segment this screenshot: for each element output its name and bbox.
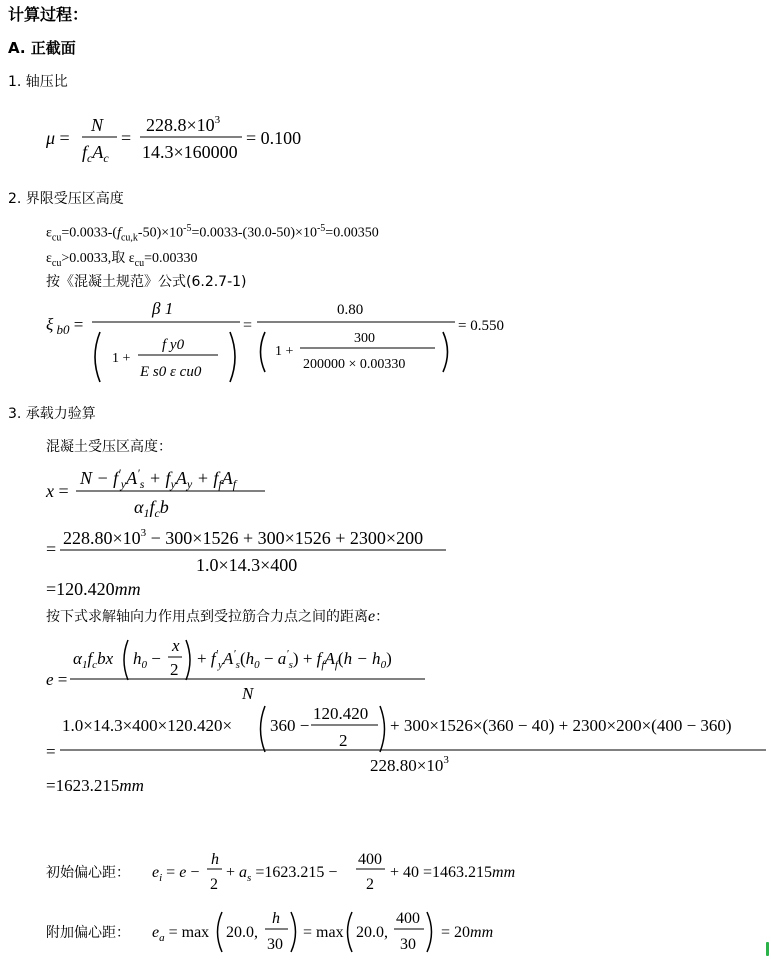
- inner-den: 200000 × 0.00330: [303, 357, 406, 372]
- ei-2b: 2: [366, 876, 374, 893]
- e-num2-frac-den: 2: [339, 731, 348, 750]
- e-paren-r1: [186, 640, 190, 680]
- ei-400: 400: [358, 851, 382, 868]
- mu-lhs: μ =: [46, 128, 70, 148]
- e-desc: 按下式求解轴向力作用点到受拉筋合力点之间的距离e：: [46, 608, 390, 625]
- ei-mid: + $a_s =1623.215$ −: [226, 864, 338, 884]
- mu-den2: 14.3×160000: [142, 142, 238, 162]
- mu-equation: [45, 114, 301, 165]
- e-result: =1623.215mm: [46, 776, 144, 795]
- step1-label: 1. 轴压比: [8, 74, 68, 90]
- e-paren-l1: [124, 640, 128, 680]
- ea-label: 附加偏心距：: [46, 925, 130, 941]
- ea-20a: 20.0,: [226, 924, 258, 941]
- section-a-title: A. 正截面: [8, 39, 76, 57]
- mu-eq2: =: [121, 128, 132, 148]
- e-num2-b: + 300×1526×(360 − 40) + 2300×200×(400 − 360): [390, 716, 732, 735]
- xi-eq-mid: =: [243, 317, 253, 334]
- mu-num1: N: [91, 115, 104, 135]
- e-num-a: $\alpha_1f_cbx$: [73, 649, 114, 671]
- e-num2-360: 360 −: [270, 716, 310, 735]
- ea-result: = 20mm: [441, 924, 494, 941]
- step3-label: 3. 承载力验算: [8, 406, 96, 422]
- ei-2: 2: [210, 876, 218, 893]
- xi-equation: [46, 299, 504, 382]
- paren-right-2: [443, 332, 448, 372]
- beta-1: β 1: [152, 299, 174, 318]
- x-num: $N - f'_yA'_s + f_yA_y + f_fA_f$: [80, 466, 237, 491]
- ea-equation: [152, 910, 493, 953]
- ea-400: 400: [396, 910, 420, 927]
- x-den2: 1.0×14.3×400: [196, 555, 298, 575]
- paren-right-1: [230, 332, 235, 382]
- mu-num2: $228.8\times 10^3$: [146, 114, 221, 135]
- xi-result: = 0.550: [458, 318, 504, 334]
- paren-left-2: [261, 332, 266, 372]
- ea-max2: = max: [303, 924, 344, 941]
- code-ref: 按《混凝土规范》公式(6.2.7-1): [46, 274, 247, 290]
- x-num2: $228.80\times 10^3 - 300\times 1526 + 300\times 1526 + 2300\times 200$: [63, 527, 424, 548]
- e-h0: $h_0$ −: [133, 649, 161, 671]
- ecu-line1: $\varepsilon_{cu}=0.0033-(f_{cu,k}-50)\times 10^{-5}=0.0033-(30.0-50)\times 10^{-5}=0.00350$: [46, 223, 379, 244]
- ea-paren-l1: [218, 912, 223, 952]
- page-title: 计算过程：: [8, 5, 89, 24]
- concrete-height-label: 混凝土受压区高度：: [46, 439, 172, 455]
- x-equation: [45, 466, 446, 599]
- ei-label: 初始偏心距：: [46, 865, 130, 881]
- es0: E s0 ε cu0: [140, 364, 202, 380]
- ei-h: h: [211, 851, 219, 868]
- xi-num-val: 0.80: [337, 302, 364, 318]
- step2-label: 2. 界限受压区高度: [8, 191, 124, 207]
- x-den: $\alpha_1f_cb$: [134, 497, 169, 520]
- e-2: 2: [170, 660, 179, 679]
- one-plus-2: 1 +: [275, 344, 294, 359]
- inner-num: 300: [354, 331, 375, 346]
- ea-30a: 30: [267, 936, 283, 953]
- fy0: f y0: [162, 337, 185, 353]
- mu-den1: $f_cA_c$: [82, 142, 109, 165]
- e-x: x: [172, 636, 180, 655]
- edge-mark: [766, 942, 769, 956]
- e-equation: [46, 636, 766, 795]
- mu-result: = 0.100: [246, 128, 302, 148]
- ea-h: h: [272, 910, 280, 927]
- e-den: N: [242, 684, 254, 703]
- one-plus-1: 1 +: [112, 351, 131, 366]
- ei-lhs: $e_i = e$ −: [152, 864, 200, 884]
- ea-paren-l2: [348, 912, 353, 952]
- ea-paren-r2: [427, 912, 432, 952]
- x-result: =120.420mm: [46, 579, 141, 599]
- x-eq2: =: [46, 539, 57, 559]
- e-num2-frac-num: 120.420: [313, 704, 369, 723]
- e-den2: $228.80\times 10^3$: [370, 754, 449, 775]
- paren-left-1: [95, 332, 100, 382]
- e-num2-a: 1.0×14.3×400×120.420×: [62, 716, 233, 735]
- e2-paren-r: [380, 706, 385, 752]
- ei-result: + 40 =1463.215mm: [390, 864, 516, 881]
- xi-lhs: ξ $_{b0}$ =: [46, 315, 84, 337]
- ei-equation: [152, 851, 515, 893]
- e2-paren-l: [261, 706, 266, 752]
- ea-30b: 30: [400, 936, 416, 953]
- e-lhs: e =: [46, 670, 68, 689]
- ecu-line2: $\varepsilon_{cu}>0.0033$,取 $\varepsilon_{cu}=0.00330$: [46, 251, 198, 269]
- ea-paren-r1: [291, 912, 296, 952]
- x-lhs: x =: [46, 481, 69, 501]
- e-num-b: + $f'_yA'_s(h_0 - a'_s) + f_fA_f(h - h_0)$: [197, 648, 392, 671]
- ea-lhs: $e_a = \max$: [152, 924, 210, 944]
- e-eq2: =: [46, 742, 56, 761]
- ea-20b: 20.0,: [356, 924, 388, 941]
